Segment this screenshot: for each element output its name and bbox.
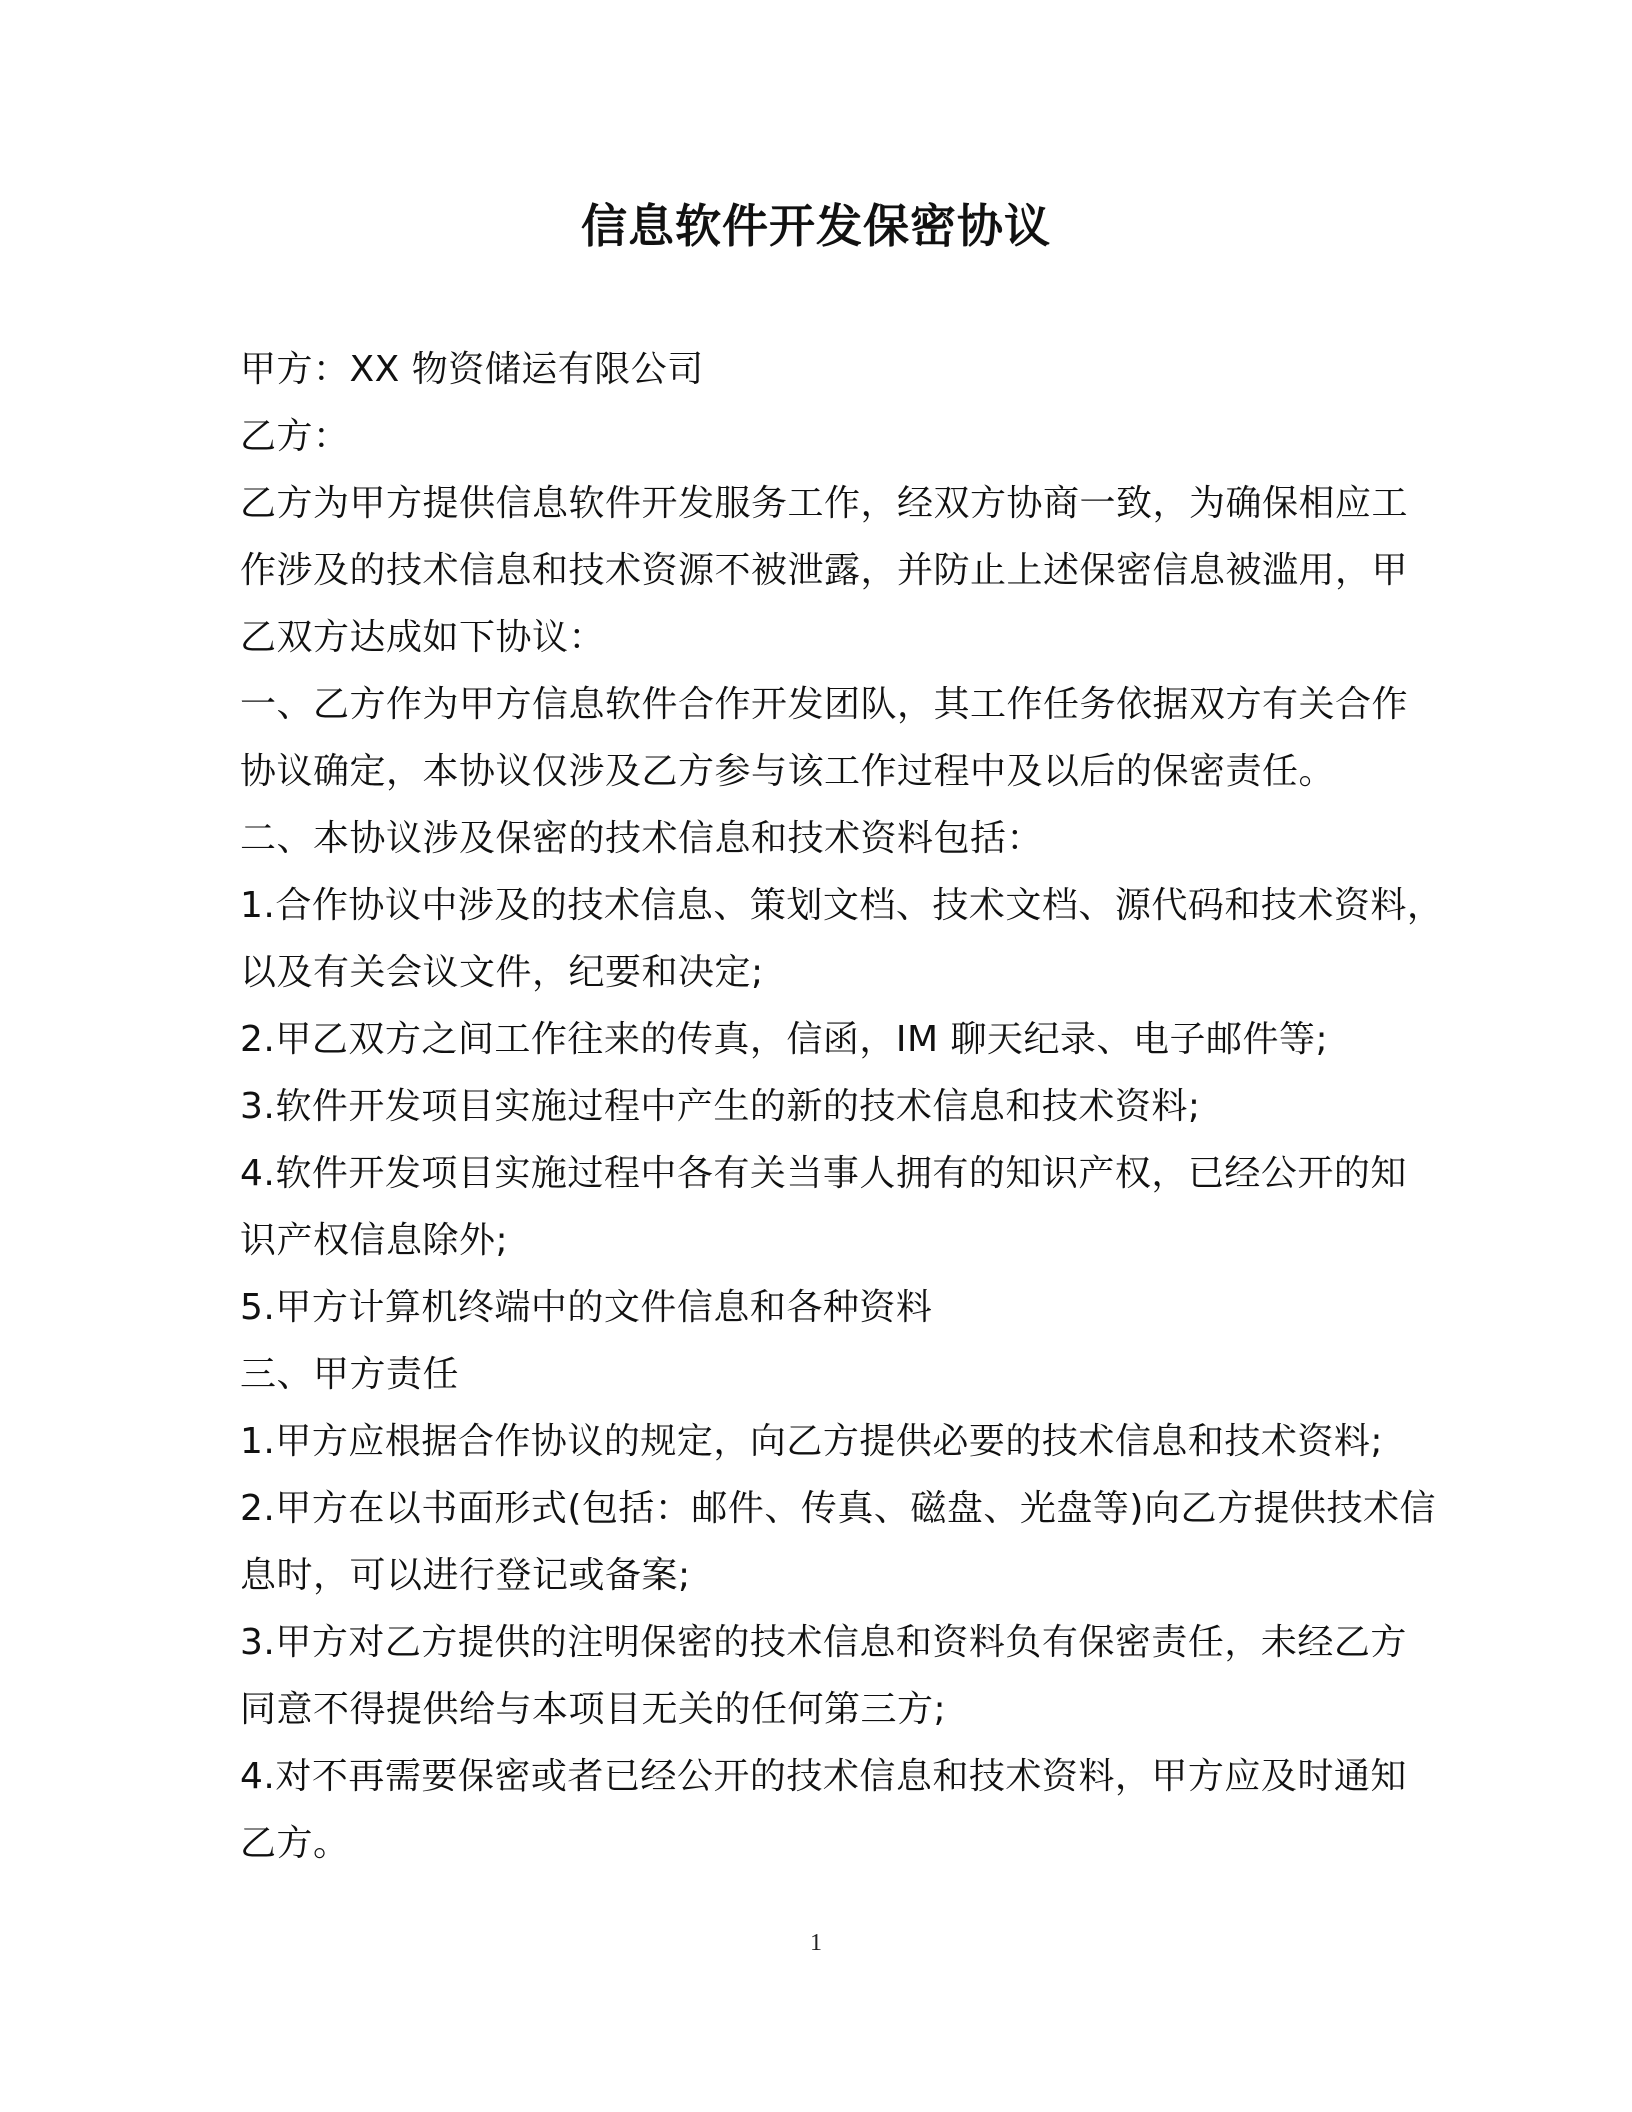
text-line: 1.合作协议中涉及的技术信息、策划文档、技术文档、源代码和技术资料， <box>240 885 1444 926</box>
text-line: 3.软件开发项目实施过程中产生的新的技术信息和技术资料; <box>240 1086 1201 1127</box>
text-line: 三、甲方责任 <box>240 1354 460 1395</box>
text-line: 以及有关会议文件，纪要和决定; <box>240 952 764 993</box>
text-line: 2.甲乙双方之间工作往来的传真，信函，IM 聊天纪录、电子邮件等; <box>240 1019 1329 1060</box>
text-line: 同意不得提供给与本项目无关的任何第三方; <box>240 1689 947 1730</box>
text-line: 乙方为甲方提供信息软件开发服务工作，经双方协商一致，为确保相应工 <box>240 483 1409 524</box>
text-line: 4.对不再需要保密或者已经公开的技术信息和技术资料，甲方应及时通知 <box>240 1756 1407 1797</box>
text-line: 乙方。 <box>240 1823 350 1864</box>
text-line: 4.软件开发项目实施过程中各有关当事人拥有的知识产权，已经公开的知 <box>240 1153 1407 1194</box>
text-line: 乙方： <box>240 416 350 457</box>
text-line: 5.甲方计算机终端中的文件信息和各种资料 <box>240 1287 933 1328</box>
page-number: 1 <box>810 1930 822 1956</box>
text-line: 作涉及的技术信息和技术资源不被泄露，并防止上述保密信息被滥用，甲 <box>240 550 1409 591</box>
text-line: 3.甲方对乙方提供的注明保密的技术信息和资料负有保密责任，未经乙方 <box>240 1622 1407 1663</box>
text-line: 识产权信息除外; <box>240 1220 509 1261</box>
text-line: 协议确定，本协议仅涉及乙方参与该工作过程中及以后的保密责任。 <box>240 751 1336 792</box>
text-line: 息时，可以进行登记或备案; <box>240 1555 691 1596</box>
document-title: 信息软件开发保密协议 <box>581 199 1051 253</box>
text-line: 乙双方达成如下协议： <box>240 617 606 658</box>
text-line: 一、乙方作为甲方信息软件合作开发团队，其工作任务依据双方有关合作 <box>240 684 1409 725</box>
text-line: 甲方：XX 物资储运有限公司 <box>240 349 704 390</box>
document-body <box>240 336 1444 1877</box>
text-line: 2.甲方在以书面形式(包括：邮件、传真、磁盘、光盘等)向乙方提供技术信 <box>240 1488 1436 1529</box>
text-line: 1.甲方应根据合作协议的规定，向乙方提供必要的技术信息和技术资料; <box>240 1421 1383 1462</box>
text-line: 二、本协议涉及保密的技术信息和技术资料包括： <box>240 818 1044 859</box>
